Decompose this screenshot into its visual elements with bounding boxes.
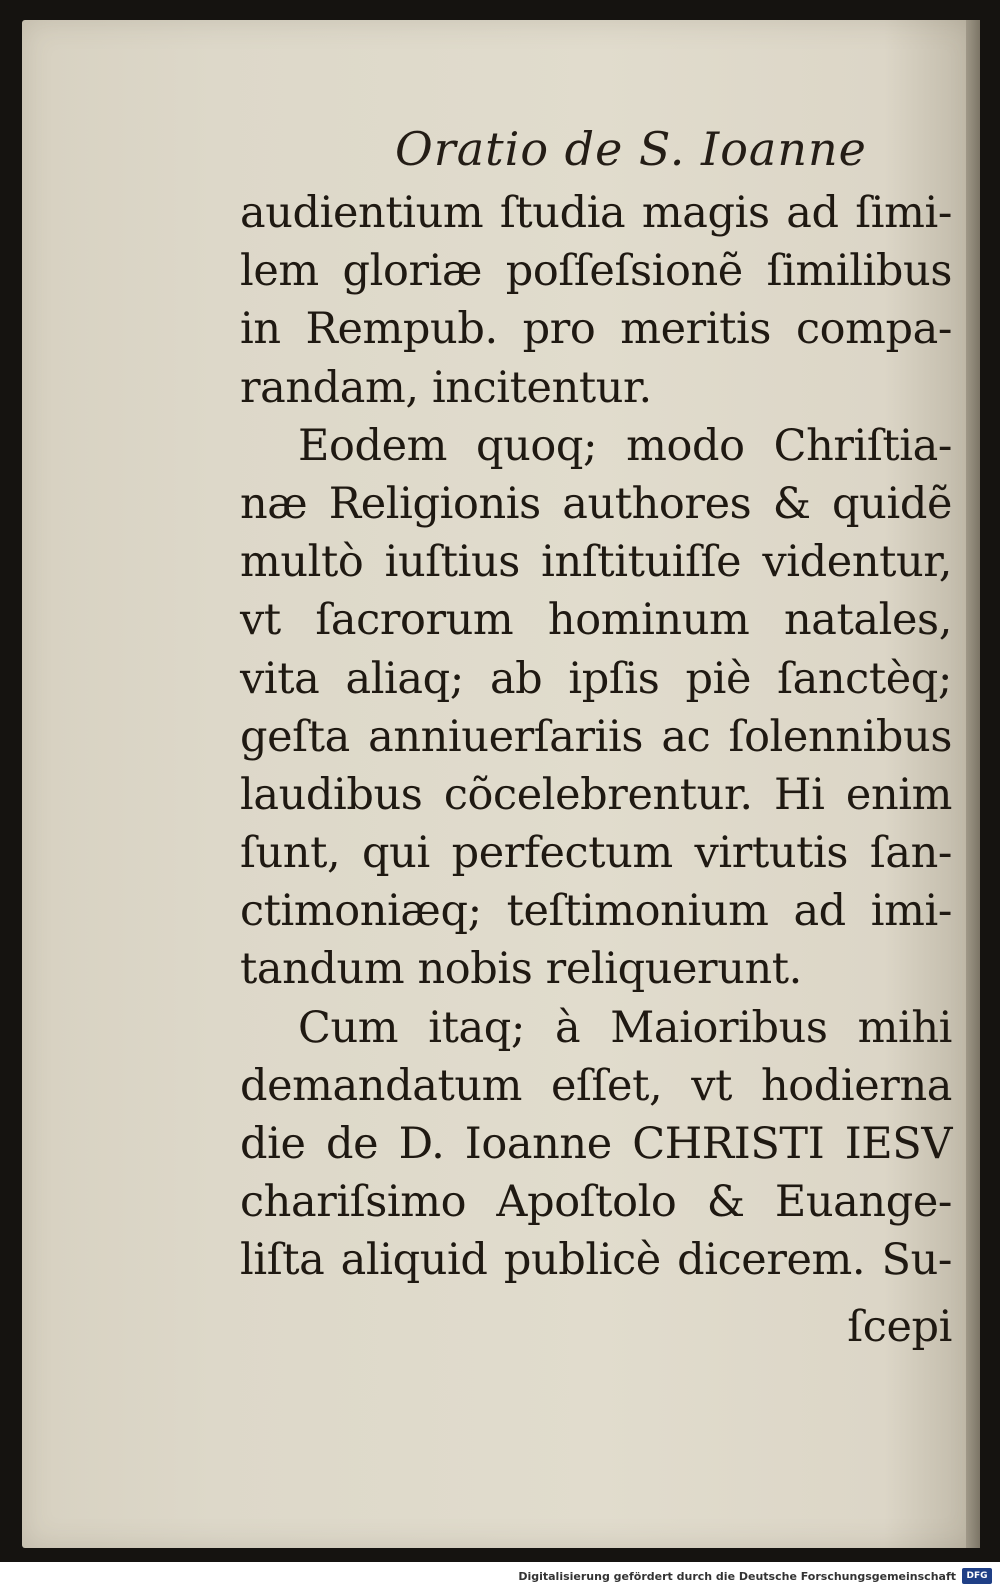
page-edge: [966, 20, 980, 1548]
text-line: demandatum eſſet, vt hodierna: [240, 1060, 952, 1111]
text-line: ſunt, qui perfectum virtutis ſan-: [240, 828, 952, 879]
running-header: Oratio de S. Ioanne: [395, 122, 867, 176]
text-line: multò iuſtius inſtituiſſe videntur,: [240, 537, 952, 588]
text-line: die de D. Ioanne CHRISTI IESV: [240, 1119, 952, 1169]
body-text: [240, 184, 952, 1356]
text-line: vt ſacrorum hominum natales,: [240, 595, 952, 646]
dfg-logo-icon: DFG: [962, 1568, 992, 1584]
text-line: chariſsimo Apoſtolo & Euange-: [240, 1177, 952, 1228]
text-line: laudibus cõcelebrentur. Hi enim: [240, 769, 952, 820]
text-line: randam, incitentur.: [240, 362, 652, 413]
text-line: lem gloriæ poſſeſsionẽ ſimilibus: [240, 246, 952, 297]
funding-credit: Digitalisierung gefördert durch die Deutsche Forschungsgemeinschaft: [518, 1570, 956, 1583]
text-line: ctimoniæq; teſtimonium ad imi-: [240, 886, 952, 937]
text-line: Cum itaq; à Maioribus mihi: [298, 1002, 952, 1053]
text-line: tandum nobis reliquerunt.: [240, 944, 802, 995]
text-line: vita aliaq; ab ipſis piè ſanctèq;: [240, 653, 952, 704]
text-line: geſta anniuerſariis ac ſolennibus: [240, 711, 952, 762]
catchword: ſcepi: [847, 1301, 952, 1352]
text-line: Eodem quoq; modo Chriſtia-: [298, 420, 952, 471]
text-line: audientium ſtudia magis ad ſimi-: [240, 188, 952, 238]
text-line: næ Religionis authores & quidẽ: [240, 478, 952, 529]
digitization-footer: [0, 1562, 1000, 1592]
text-line: in Rempub. pro meritis compa-: [240, 304, 952, 355]
text-line: liſta aliquid publicè dicerem. Su-: [240, 1235, 952, 1286]
